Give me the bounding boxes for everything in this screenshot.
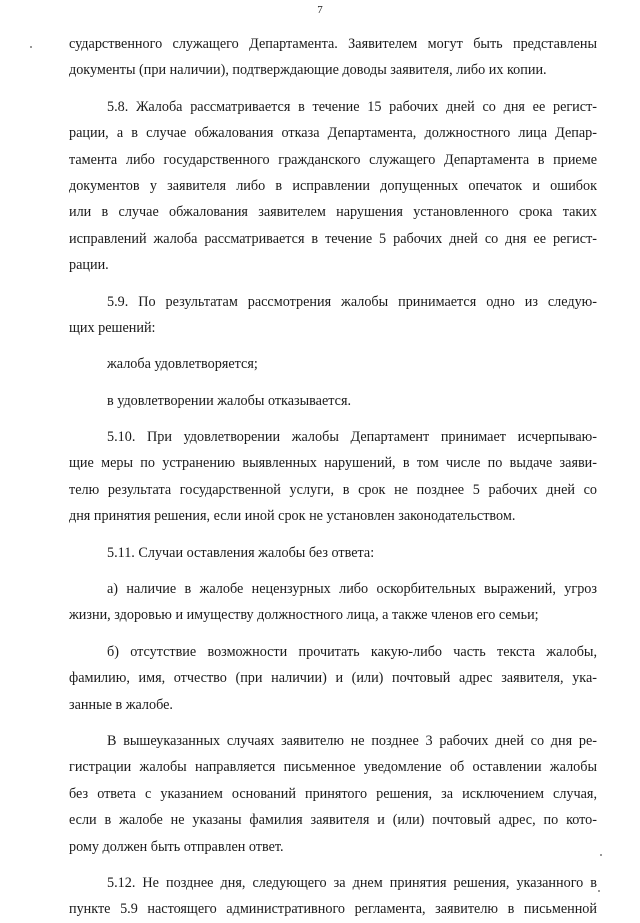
page-number: 7: [317, 4, 323, 16]
text-line: гистрации жалобы направляется письменное уведомление об оставлении жалобы: [69, 759, 597, 776]
text-line: исправлений жалоба рассматривается в течение 5 рабочих дней со дня ее регист-: [69, 230, 597, 247]
text-line: жизни, здоровью и имуществу должностного лица, а также членов его семьи;: [69, 607, 539, 624]
paragraph-gap: [69, 279, 597, 289]
text-line: или в случае обжалования заявителем нарушения установленного срока таких: [69, 204, 597, 221]
text-line: документов у заявителя либо в исправлении допущенных опечаток и ошибок: [69, 177, 597, 194]
text-line: 5.10. При удовлетворении жалобы Департамент принимает исчерпываю-: [107, 429, 597, 446]
text-line: документы (при наличии), подтверждающие доводы заявителя, либо их копии.: [69, 62, 547, 79]
paragraph-5-8: [69, 94, 597, 279]
text-line: занные в жалобе.: [69, 696, 173, 713]
paragraph-gap: [69, 629, 597, 639]
text-line: а) наличие в жалобе нецензурных либо оскорбительных выражений, угроз: [107, 581, 597, 598]
text-line: рации, а в случае обжалования отказа Департамента, должностного лица Депар-: [69, 125, 597, 142]
text-line: рому должен быть отправлен ответ.: [69, 838, 284, 855]
text-line: щие меры по устранению выявленных нарушений, в том числе по выдаче заяви-: [69, 455, 597, 472]
paragraph-5-10: [69, 424, 597, 530]
paragraph-5-9-a: [69, 351, 597, 377]
text-line: сударственного служащего Департамента. Заявителем могут быть представлены: [69, 36, 597, 52]
scan-speck: [30, 46, 32, 48]
text-line: 5.12. Не позднее дня, следующего за днем принятия решения, указанного в: [107, 874, 597, 891]
text-line: дня принятия решения, если иной срок не установлен законодательством.: [69, 508, 516, 525]
text-line: щих решений:: [69, 319, 156, 336]
paragraph-notice: [69, 728, 597, 860]
paragraph-5-9: [69, 289, 597, 342]
paragraph-5-11: [69, 540, 597, 566]
paragraph-gap: [69, 860, 597, 870]
text-line: пункте 5.9 настоящего административного регламента, заявителю в письменной: [69, 901, 597, 918]
scan-speck: [598, 890, 600, 892]
text-line: если в жалобе не указаны фамилия заявителя и (или) почтовый адрес, по кото-: [69, 812, 597, 829]
paragraph-continuation: [69, 31, 597, 84]
paragraph-5-11-a: [69, 576, 597, 629]
document-body: [69, 31, 597, 923]
paragraph-5-9-b: [69, 388, 597, 414]
text-line: телю результата государственной услуги, в срок не позднее 5 рабочих дней со: [69, 481, 597, 498]
paragraph-5-11-b: [69, 639, 597, 718]
text-line: без ответа с указанием оснований принятого решения, за исключением случая,: [69, 785, 597, 802]
text-line: 5.11. Случаи оставления жалобы без ответа:: [107, 544, 375, 561]
text-line: в удовлетворении жалобы отказывается.: [107, 392, 352, 409]
paragraph-5-12: [69, 870, 597, 923]
text-line: рации.: [69, 257, 109, 274]
text-line: 5.9. По результатам рассмотрения жалобы принимается одно из следую-: [107, 293, 597, 310]
text-line: б) отсутствие возможности прочитать какую-либо часть текста жалобы,: [107, 643, 597, 660]
scan-speck: [600, 854, 602, 856]
paragraph-gap: [69, 530, 597, 540]
paragraph-gap: [69, 84, 597, 94]
text-line: 5.8. Жалоба рассматривается в течение 15 рабочих дней со дня ее регист-: [107, 98, 597, 115]
paragraph-gap: [69, 341, 597, 351]
paragraph-gap: [69, 414, 597, 424]
text-line: В вышеуказанных случаях заявителю не позднее 3 рабочих дней со дня ре-: [107, 732, 597, 749]
text-line: жалоба удовлетворяется;: [107, 356, 258, 373]
paragraph-gap: [69, 718, 597, 728]
paragraph-gap: [69, 566, 597, 576]
paragraph-gap: [69, 378, 597, 388]
text-line: тамента либо государственного гражданского служащего Департамента в приеме: [69, 151, 597, 168]
text-line: фамилию, имя, отчество (при наличии) и (или) почтовый адрес заявителя, ука-: [69, 670, 597, 687]
